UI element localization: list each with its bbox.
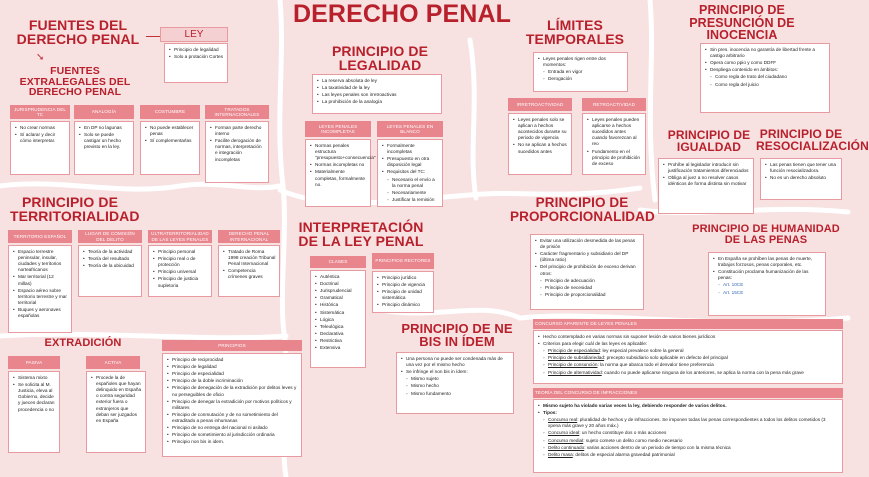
fuentes-title: FUENTES DEL DERECHO PENAL — [16, 17, 140, 47]
list-subitem: ◦ Concurso real: pluralidad de hechos y de infracciones. Se imponen todas las penas correspondientes a todos los delitos cometidos (3 xpena más grave y 20 años máx.) — [538, 417, 839, 429]
territorialidad-title: PRINCIPIO DE TERRITORIALIDAD — [10, 194, 140, 224]
legalidad-title: PRINCIPIO DE LEGALIDAD — [331, 43, 429, 73]
list-item: • Materialmente completas, formalmente no. — [310, 169, 367, 187]
list-item: • Procede la de españoles que hayan delinquido en España o contra seguridad exterior fuera o extranjeros que deban ser juzgados en España — [91, 375, 142, 424]
list-item: • Declarativa — [315, 331, 362, 337]
list-item: • Principio de conmutación y de no sometimiento del extraditado a penas inhumanas — [167, 412, 298, 424]
list-item: • Principio universal — [153, 269, 208, 275]
list-item: • Principio dinámico — [377, 302, 430, 308]
list-item: • Formalmente incompletas — [382, 143, 439, 155]
dp-internacional-header: DERECHO PENAL INTERNACIONAL — [218, 230, 280, 243]
list-item: • Principio de especialidad — [167, 371, 298, 377]
list-item: • Lógica — [315, 317, 362, 323]
list-item: • Principio de legalidad — [167, 364, 298, 370]
list-subitem: ◦ Concurso ideal: un hecho constituye dos o más acciones — [538, 430, 839, 436]
temporales-title: LÍMITES TEMPORALES — [525, 17, 625, 47]
list-item: • Principio de denegación de la extradición por delitos leves y no perseguibles de oficio — [167, 385, 298, 397]
resocializacion-title: PRINCIPIO DE RESOCIALIZACIÓN — [756, 127, 869, 153]
list-item: • Constitución proclama humanización de las penas: — [713, 269, 822, 281]
list-item: • Requisitos del TC: — [382, 169, 439, 175]
jurisprudencia-header: JURISPRUDENCIA DEL TC — [10, 105, 70, 119]
list-item: • Sin pres. inocencia no garantía de libertad frente a castigo arbitrario — [705, 47, 826, 59]
list-item: • Principio personal — [153, 249, 208, 255]
list-item: • Auténtica — [315, 274, 362, 280]
list-item: • Histórica — [315, 302, 362, 308]
igualdad-title: PRINCIPIO DE IGUALDAD — [667, 128, 751, 154]
list-subitem: ◦ Mismo hecho — [401, 383, 510, 389]
pasiva-header: PASIVA — [8, 356, 60, 369]
list-item: • Leyes penales rigen entre dos momentos: — [538, 56, 624, 68]
list-item: • Buques y aeronaves españolas — [13, 307, 68, 319]
list-item: • Prohíbe al legislador introducir sin justificación tratamientos diferenciados — [663, 162, 750, 174]
list-item: • Espacio terrestre peninsular, insular, ciudades y territorios norteafricanos — [13, 249, 68, 273]
list-subitem: ◦ Delito masa: delitos de especial alarma gravedad patrimonial — [538, 452, 839, 458]
proporcionalidad-title: PRINCIPIO DE PROPORCIONALIDAD — [510, 195, 655, 224]
humanidad-title: PRINCIPIO DE HUMANIDAD DE LAS PENAS — [692, 223, 840, 246]
rectores-header: PRINCIPIOS RECTORES — [372, 253, 434, 269]
list-item: • Hecho contemplado en varias normas sin suponer lesión de varios bienes jurídicos — [538, 334, 839, 340]
list-subitem: ◦ Necesariamente — [382, 190, 439, 196]
list-item: • Restrictiva — [315, 338, 362, 344]
principios-header: PRINCIPIOS — [162, 340, 302, 351]
list-item: • Facilite derogación de normas, interpretación e integración incompletas — [210, 138, 265, 162]
irretroactividad-header: IRRETROACTIVIDAD — [508, 98, 572, 111]
incompletas-header: LEYES PENALES INCOMPLETAS — [305, 121, 371, 137]
list-item: • Fundamento en el principio de prohibición de exceso — [587, 149, 642, 167]
list-item: • En España se prohíben las penas de muerte, trabajos forzosos, penas corporales, etc. — [713, 256, 822, 268]
list-item: • Jurisprudencial — [315, 288, 362, 294]
list-item: • Principio de denegar la extradición por motivos políticos y militares — [167, 399, 298, 411]
list-item: • Sí complementarlas — [145, 138, 196, 144]
fuentes-extralegales-title: FUENTES EXTRALEGALES DEL DERECHO PENAL — [19, 65, 131, 98]
retroactividad-header: RETROACTIVIDAD — [582, 98, 646, 111]
ley-item: • Solo a protación Cortes — [169, 54, 224, 60]
list-subitem: ◦ Como regla de trato del ciudadano — [705, 74, 826, 80]
ultraterritorialidad-header: ULTRATERRITORIALIDAD DE LAS LEYES PENALES — [148, 230, 212, 243]
list-item: • Mar territorial (12 millas) — [13, 274, 68, 286]
list-item: • Teoría del resultado — [83, 256, 138, 262]
list-item: • Teoría de la actividad — [83, 249, 138, 255]
list-item: • Mismo sujeto ha violado varias veces la ley, debiendo responder de varios delitos. — [538, 403, 839, 409]
connector-line — [146, 36, 160, 37]
list-subitem: ◦ Principio de consunción: la norma que abarca todo el desvalor tiene preferencia — [538, 362, 839, 368]
list-item: • Despliega contenido en ámbitos: — [705, 67, 826, 73]
list-item: • Extensiva — [315, 345, 362, 351]
list-item: • Competencia crímenes graves — [223, 268, 276, 280]
list-item: • Una persona no puede ser condenada más de una vez por el mismo hecho — [401, 356, 510, 368]
ley-tag: LEY — [160, 27, 228, 42]
interpretacion-title: INTERPRETACIÓN DE LA LEY PENAL — [298, 219, 424, 249]
list-item: • Espacio aéreo sobre territorio terrestre y mar territorial — [13, 288, 68, 306]
list-item: • Criterios para elegir cuál de las leyes es aplicable: — [538, 341, 839, 347]
list-item: • No se aplican a hechos sucedidos antes — [513, 142, 568, 154]
list-item: • Normas penales estructura "presupuesto+consecuencia" — [310, 143, 367, 161]
ne-bis-title: PRINCIPIO DE NE BIS IN ÍDEM — [401, 321, 513, 349]
list-item: • Las leyes penales son irretroactivas — [317, 92, 438, 98]
list-item: • En DP no lagunas — [79, 125, 130, 131]
list-item: • Principio non bis in idem. — [167, 439, 298, 445]
list-item: • Tratado de Roma 1998 creación Tribunal Penal Internacional — [223, 249, 276, 267]
territorio-header: TERRITORIO ESPAÑOL — [8, 230, 72, 243]
list-item: • Carácter fragmentario y subsidiario del DP (última ratio) — [535, 251, 640, 263]
list-subitem: ◦ Art. 15CE — [713, 290, 822, 296]
list-subitem: ◦ Principio de alternatividad: cuando no puede aplicarse ninguna de los anteriores, se aplica la norma con la pena más grave — [538, 370, 839, 376]
list-subitem: ◦ Art. 10CE — [713, 282, 822, 288]
analogia-header: ANALOGÍA — [74, 105, 134, 119]
inocencia-title: PRINCIPIO DE PRESUNCIÓN DE INOCENCIA — [689, 3, 795, 42]
list-item: • Sí aclarar y decir cómo interpretar. — [15, 132, 66, 144]
list-item: • Principio de vigencia — [377, 282, 430, 288]
list-item: • Obliga al juez a no resolver casos idénticos de forma distinta sin motivar — [663, 175, 750, 187]
list-item: • Principio real o de protección — [153, 256, 208, 268]
list-subitem: ◦ Principio de adecuación — [535, 278, 640, 284]
list-subitem: ◦ Principio de proporcionalidad — [535, 292, 640, 298]
list-item: • No es un derecho absoluto — [765, 175, 838, 181]
list-item: • Gramatical — [315, 295, 362, 301]
list-item: • La taxatividad de la ley — [317, 85, 438, 91]
list-item: • Del principio de prohibición de exceso derivan otros: — [535, 264, 640, 276]
list-item: • Principio jurídico — [377, 275, 430, 281]
list-subitem: ◦ Mismo sujeto — [401, 376, 510, 382]
list-item: • Leyes penales solo se aplican a hechos acontecidos durante su periodo de vigencia — [513, 117, 568, 141]
list-subitem: ◦ Delito continuado: varias acciones dentro de un periodo de tiempo con la misma técnica — [538, 445, 839, 451]
list-subitem: ◦ Principio de especialidad: ley especial prevalece sobre la general — [538, 348, 839, 354]
list-item: • Normas incompletas no — [310, 162, 367, 168]
list-item: • No puede establecer penas — [145, 125, 196, 137]
lugar-comision-header: LUGAR DE COMISIÓN DEL DELITO — [78, 230, 142, 243]
clases-header: CLASES — [310, 256, 366, 268]
list-item: • Evitar una utilización desmedida de las penas de prisión — [535, 238, 640, 250]
list-item: • Se solicita al M. Justicia, eleva al Gobierno, decide y jueces declaran procedencia o no — [13, 382, 56, 413]
list-item: • Doctrinal — [315, 281, 362, 287]
list-subitem: ◦ Justificar la remisión — [382, 197, 439, 203]
en-blanco-header: LEYES PENALES EN BLANCO — [377, 121, 443, 137]
costumbre-header: COSTUMBRE — [140, 105, 200, 119]
main-title: DERECHO PENAL — [293, 0, 511, 28]
list-item: • Presupuesto en otra disposición legal — [382, 156, 439, 168]
list-item: • Forman parte derecho interno — [210, 125, 265, 137]
extradicion-title: EXTRADICIÓN — [44, 337, 122, 349]
list-item: • Teleológica — [315, 324, 362, 330]
list-subitem: ◦ Necesario el envío a la norma penal — [382, 177, 439, 189]
list-item: • Sistemática — [315, 310, 362, 316]
list-item: • Se infringe el non bis in ídem: — [401, 369, 510, 375]
concurso-leyes-header: CONCURSO APARENTE DE LEYES PENALES — [533, 319, 843, 329]
tratados-header: TRATADOS INTERNACIONALES — [205, 105, 269, 119]
list-item: • No crear normas — [15, 125, 66, 131]
list-item: • Principio de no entrega del nacional ni asilado — [167, 425, 298, 431]
arrow-down-icon: ➘ — [36, 52, 45, 63]
list-subitem: ◦ Principio de necesidad — [535, 285, 640, 291]
list-item: • Principio de reciprocidad — [167, 357, 298, 363]
list-item: • Teoría de la ubicuidad — [83, 263, 138, 269]
list-item: • Leyes penales pueden aplicarse a hechos sucedidos antes cuando favorezcan al reo — [587, 117, 642, 148]
list-item: • Tipos: — [538, 410, 839, 416]
list-item: • La prohibición de la analogía — [317, 99, 438, 105]
list-item: • Sistema mixto — [13, 375, 56, 381]
list-subitem: ◦ Entrada en vigor — [538, 69, 624, 75]
list-item: • Opera como ppio y como DDFF — [705, 60, 826, 66]
list-subitem: ◦ Principio de subsidiariedad: precepto subsidiario solo aplicable en defecto del principal — [538, 355, 839, 361]
list-item: • Las penas tienen que tener una función resocializadora. — [765, 162, 838, 174]
ley-item: • Principio de legalidad — [169, 47, 224, 53]
list-subitem: ◦ Derogación — [538, 76, 624, 82]
list-item: • Principio de sometimiento al jurisdicción ordinaria — [167, 432, 298, 438]
list-subitem: ◦ Mismo fundamento — [401, 391, 510, 397]
list-item: • Principio de la doble incriminación — [167, 378, 298, 384]
activa-header: ACTIVA — [86, 356, 140, 369]
list-item: • Principio de justicia supletoria — [153, 276, 208, 288]
list-item: • La reserva absoluta de ley — [317, 78, 438, 84]
concurso-infracciones-header: TEORÍA DEL CONCURSO DE INFRACCIONES — [533, 388, 843, 398]
list-item: • Solo se puede castigar un hecho previsto en la ley. — [79, 132, 130, 150]
list-item: • Principio de unidad sistemática — [377, 289, 430, 301]
list-subitem: ◦ Como regla del juicio — [705, 82, 826, 88]
list-subitem: ◦ Concurso medial: sujeto comete un delito como medio necesario — [538, 438, 839, 444]
